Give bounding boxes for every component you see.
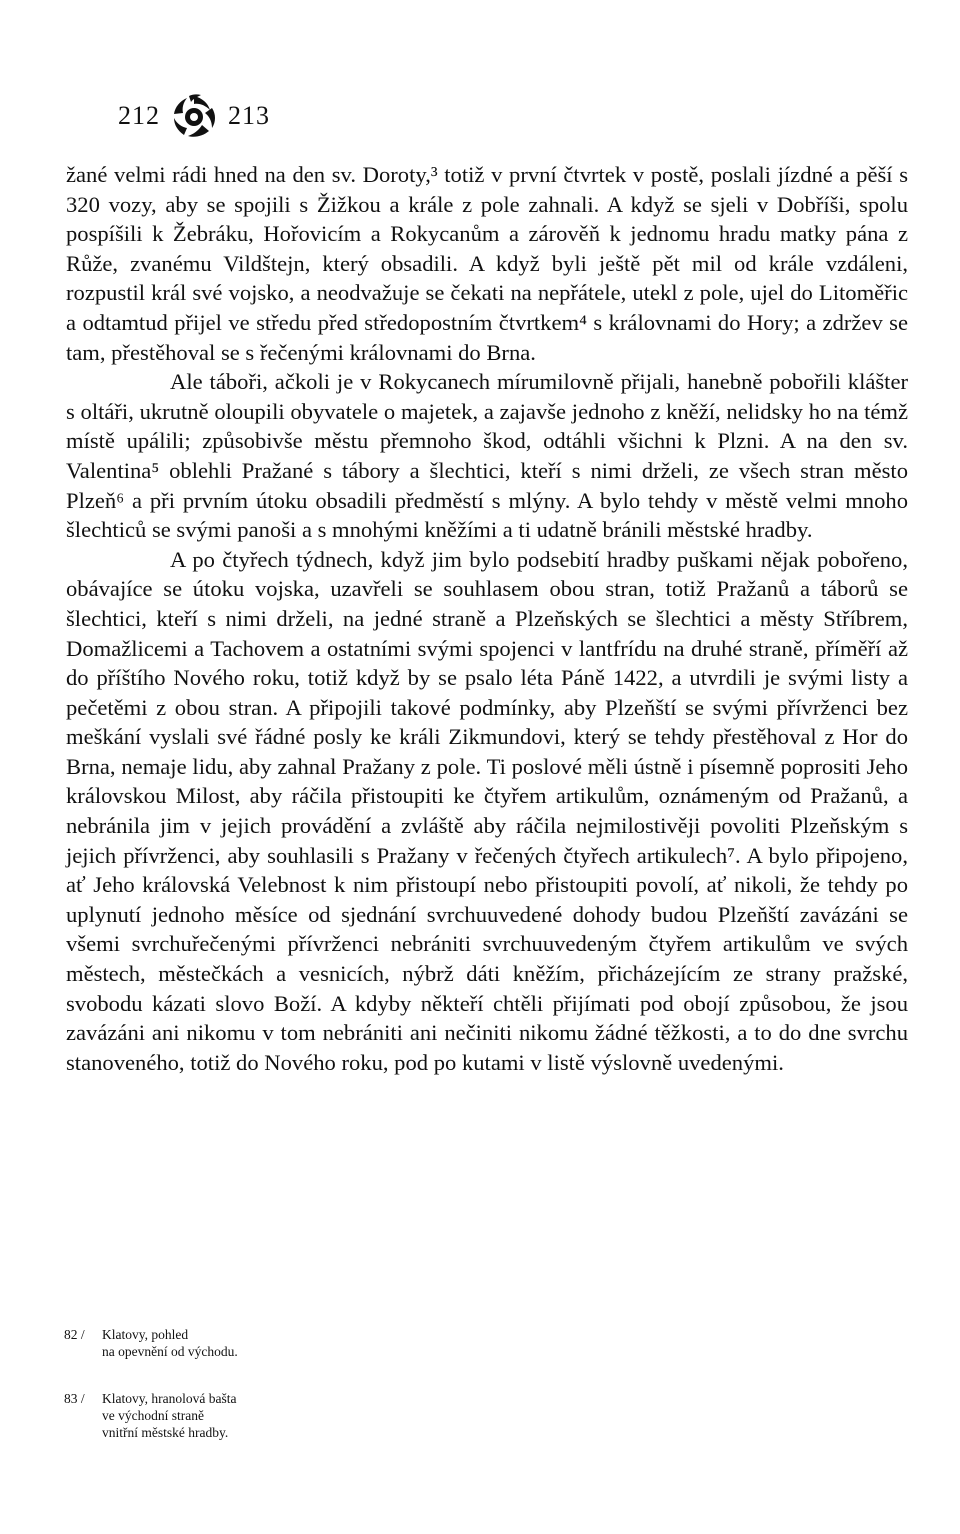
caption-82 <box>64 1326 238 1360</box>
image-captions <box>64 1326 238 1471</box>
swirl-ornament-icon <box>166 92 222 140</box>
caption-text: Klatovy, hranolová bašta ve východní straně vnitřní městské hradby. <box>102 1391 237 1440</box>
paragraph-2: Ale táboři, ačkoli je v Rokycanech mírumilovně přijali, hanebně pobořili klášter s oltáři, ukrutně oloupili obyvatele o majetek, a zajavše jednoho z kněží, nelidsky ho na témž místě upálili; způsobivše městu přemnoho škod, odtáhli všichni k Plzni. A na den sv. Valentina⁵ oblehli Pražané s tábory a šlechtici, kteří s nimi drželi, ze všech stran město Plzeň⁶ a při prvním útoku obsadili předměstí s mlýny. A bylo tehdy v městě velmi mnoho šlechticů se svými panoši a s mnohými kněžími a ti udatně bránili městské hradby. <box>66 369 908 543</box>
page-header <box>118 92 270 140</box>
caption-number: 83 / <box>64 1391 85 1406</box>
right-page-number: 213 <box>228 101 270 130</box>
caption-text: Klatovy, pohled na opevnění od východu. <box>102 1327 238 1359</box>
caption-83 <box>64 1390 238 1441</box>
paragraph-1: žané velmi rádi hned na den sv. Doroty,³ totiž v první čtvrtek v postě, poslali jízdné a pěší s 320 vozy, aby se spojili s Žižkou a krále z pole zahnali. A když se sjeli v Dobříši, spolu pospíšili k Žebráku, Hořovicím a Rokycanům a zárověň k jednomu hradu matky pána z Růže, zvanému Vildštejn, který obsadili. A když byli ještě pět mil od krále vzdáleni, rozpustil král své vojsko, a neodvažuje se čekati na nepřátele, utekl z pole, ujel do Litoměřic a odtamtud přijel ve středu před středopostním čtvrtkem⁴ s královnami do Hory; a zdržev se tam, přestěhoval se s řečenými královnami do Brna. <box>66 162 908 365</box>
left-page-number: 212 <box>118 101 160 130</box>
caption-number: 82 / <box>64 1327 85 1342</box>
paragraph-3: A po čtyřech týdnech, když jim bylo podsebití hradby puškami nějak pobořeno, obávajíce se útoku vojska, uzavřeli se souhlasem obou stran, totiž Pražanů a táborů se šlechtici, kteří s nimi drželi, na jedné straně a Plzeňských se šlechtici a městy Stříbrem, Domažlicemi a Tachovem a ostatními svými spojenci v lantfrídu na druhé straně, příměří až do příštího Nového roku, totiž když by se psalo léta Páně 1422, a utvrdili je svými listy a pečetěmi z obou stran. A připojili takové podmínky, aby Plzeňští se svými přívrženci bez meškání vyslali své řádné posly ke králi Zikmundovi, který se tehdy přestěhoval z Hor do Brna, nemaje lidu, aby zahnal Pražany z pole. Ti poslové měli ústně i písemně poprositi Jeho královskou Milost, aby ráčila přistoupiti ke čtyřem artikulům, oznámeným od Pražanů, a nebránila jim v jejich provádění a zvláště aby ráčila nejmilostivěji povoliti Plzeňským s jejich přívrženci, aby souhlasili s Pražany v řečených čtyřech artikulech⁷. A bylo připojeno, ať Jeho královská Velebnost k nim přistoupí nebo přistoupiti povolí, ať nikoli, že tehdy po uplynutí jednoho měsíce od sjednání svrchuuvedené dohody budou Plzeňští zavázáni se všemi svrchuřečenými přívrženci nebrániti svrchuuvedeným čtyřem artikulům ve svých městech, městečkách a vesnicích, nýbrž dáti kněžím, přicházejícím ze strany pražské, svobodu kázati slovo Boží. A kdyby někteří chtěli přijímati pod obojí způsobou, že jsou zavázáni ani nikomu v tom nebrániti ani nečiniti nikomu žádné těžkosti, a to do dne svrchu stanoveného, totiž do Nového roku, pod po kutami v listě výslovně uvedenými. <box>66 546 908 1075</box>
main-text <box>66 160 908 1077</box>
